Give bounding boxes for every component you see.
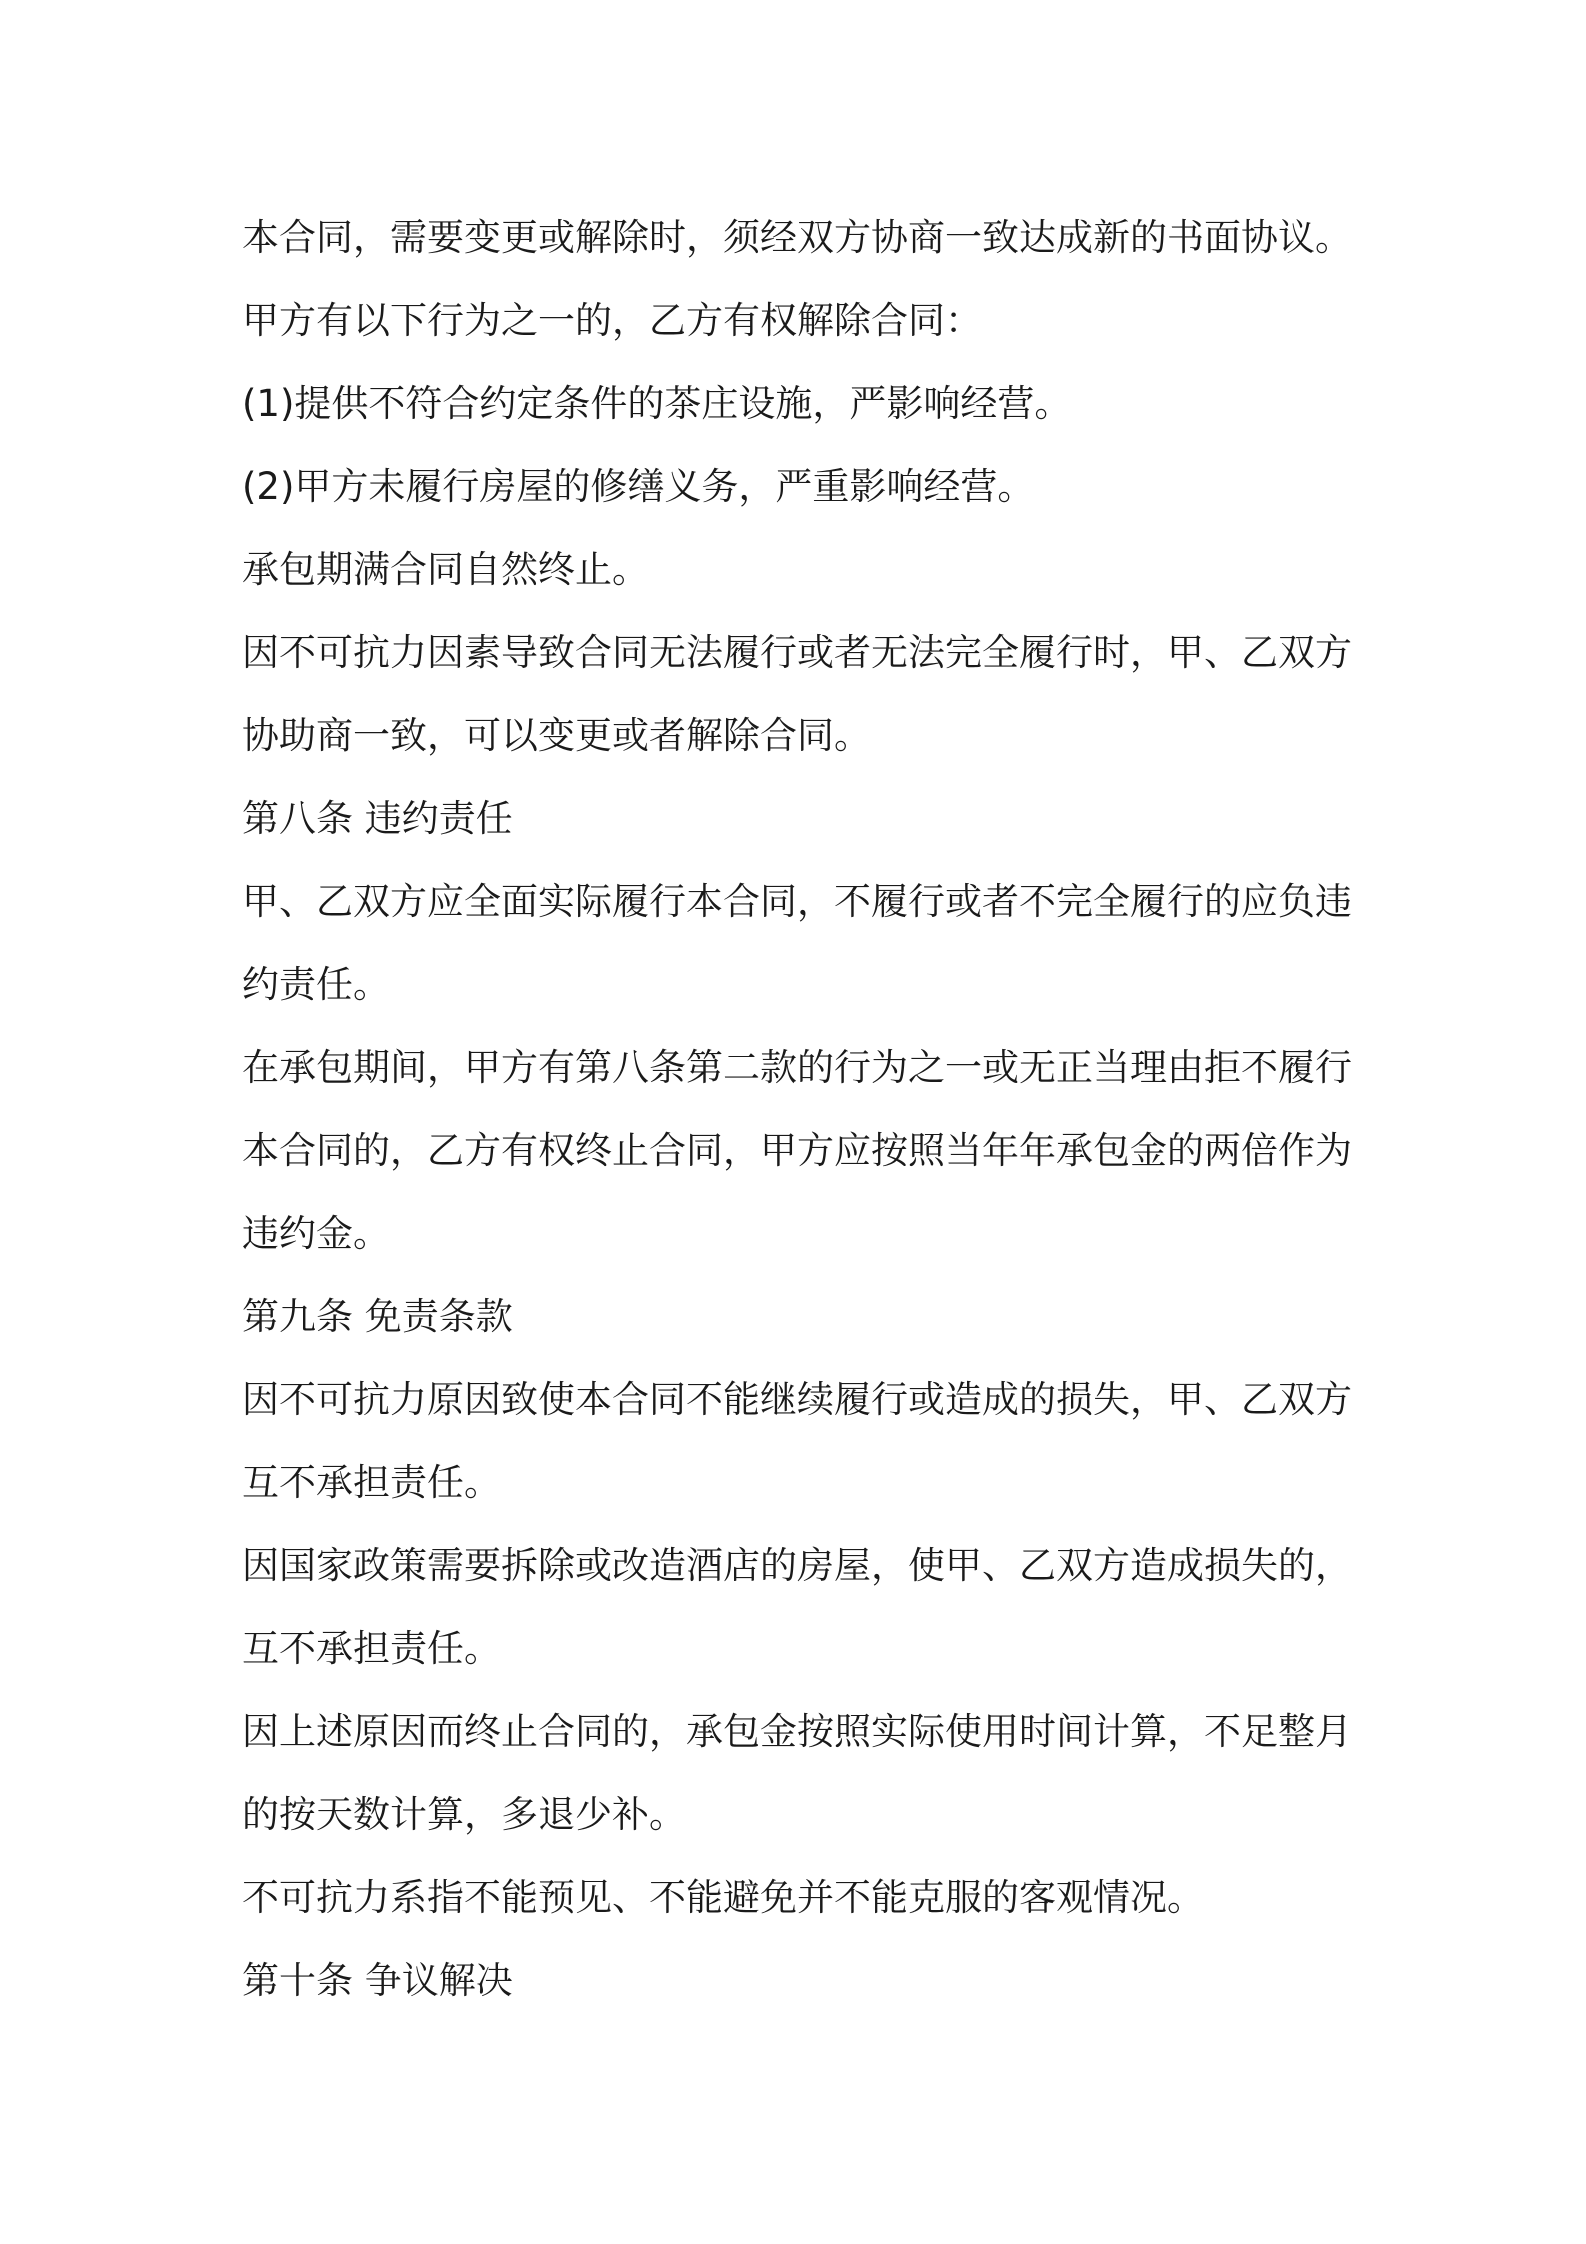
section-heading-article-9: 第九条 免责条款 (242, 1295, 513, 1338)
list-item: (1)提供不符合约定条件的茶庄设施，严影响经营。 (242, 382, 1072, 425)
document-body (242, 196, 1362, 2022)
list-item: (2)甲方未履行房屋的修缮义务，严重影响经营。 (242, 465, 1035, 508)
paragraph-line: 因不可抗力原因致使本合同不能继续履行或造成的损失，甲、乙双方 (242, 1378, 1352, 1421)
paragraph-line: 的按天数计算，多退少补。 (242, 1793, 686, 1836)
paragraph-line: 违约金。 (242, 1212, 390, 1255)
paragraph-line: 本合同的，乙方有权终止合同，甲方应按照当年年承包金的两倍作为 (242, 1129, 1352, 1172)
paragraph-line: 互不承担责任。 (242, 1627, 501, 1670)
paragraph-line: 因国家政策需要拆除或改造酒店的房屋，使甲、乙双方造成损失的， (242, 1544, 1352, 1587)
paragraph-line: 在承包期间，甲方有第八条第二款的行为之一或无正当理由拒不履行 (242, 1046, 1352, 1089)
paragraph-line: 本合同，需要变更或解除时，须经双方协商一致达成新的书面协议。 (242, 216, 1352, 259)
section-heading-article-10: 第十条 争议解决 (242, 1959, 513, 2002)
paragraph-line: 因上述原因而终止合同的，承包金按照实际使用时间计算，不足整月 (242, 1710, 1352, 1753)
paragraph-line: 约责任。 (242, 963, 390, 1006)
paragraph-line: 因不可抗力因素导致合同无法履行或者无法完全履行时，甲、乙双方 (242, 631, 1352, 674)
paragraph-line: 协助商一致，可以变更或者解除合同。 (242, 714, 871, 757)
paragraph-line: 承包期满合同自然终止。 (242, 548, 649, 591)
section-heading-article-8: 第八条 违约责任 (242, 797, 513, 840)
paragraph-line: 甲方有以下行为之一的，乙方有权解除合同： (242, 299, 982, 342)
paragraph-line: 甲、乙双方应全面实际履行本合同，不履行或者不完全履行的应负违 (242, 880, 1352, 923)
paragraph-line: 不可抗力系指不能预见、不能避免并不能克服的客观情况。 (242, 1876, 1204, 1919)
paragraph-line: 互不承担责任。 (242, 1461, 501, 1504)
